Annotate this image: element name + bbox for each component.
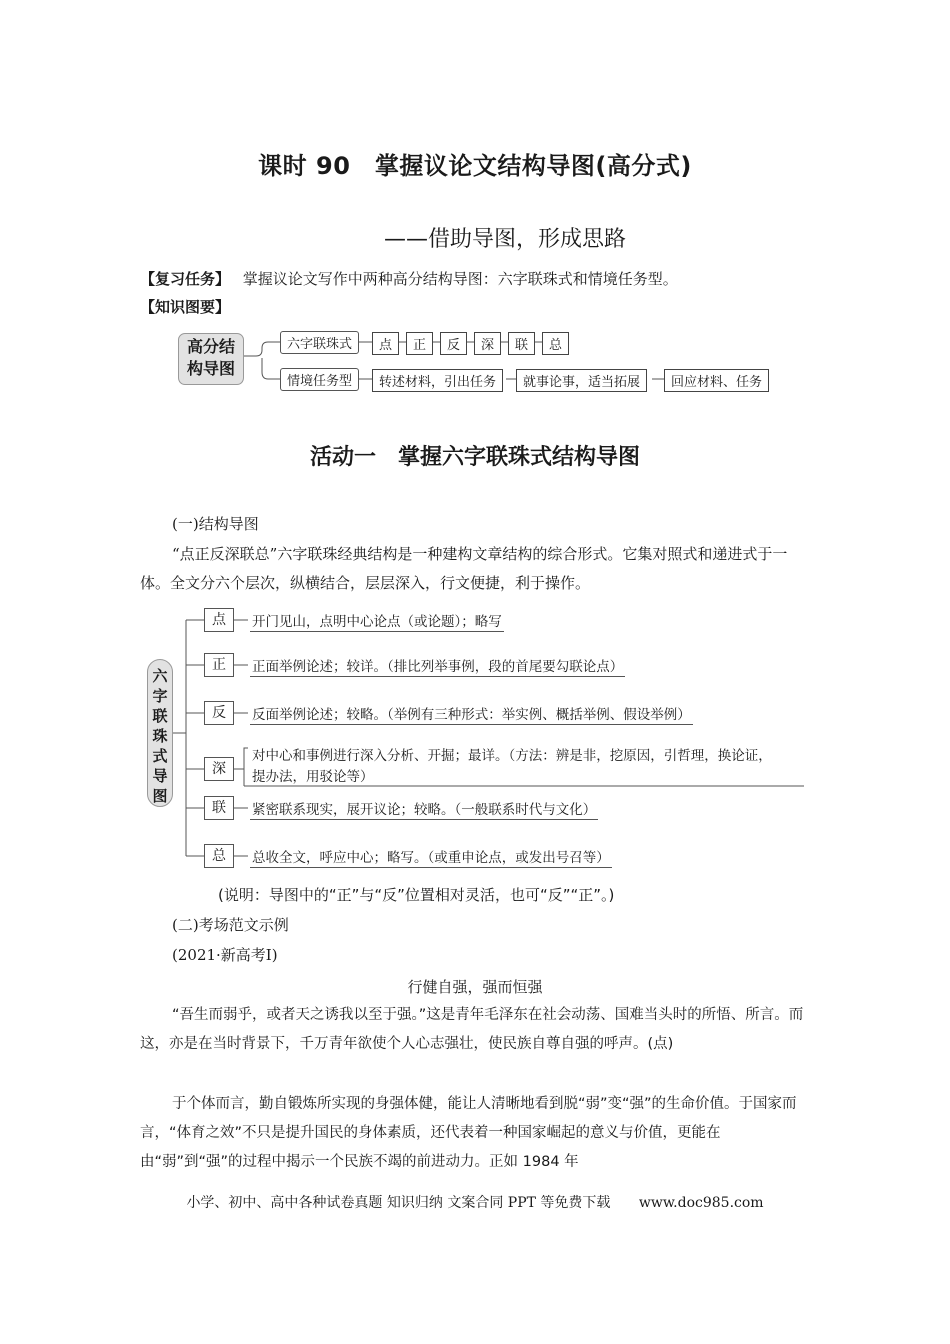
activity-title: 活动一 掌握六字联珠式结构导图 [309, 445, 640, 470]
branch1-item-dian: 点 [372, 332, 399, 355]
footer-left: 小学、初中、高中各种试卷真题 知识归纳 文案合同 PPT 等免费下载 [186, 1195, 611, 1211]
branch2-item-3: 回应材料、任务 [664, 369, 769, 392]
section1-para: “点正反深联总”六字联珠经典结构是一种建构文章结构的综合形式。它集对照式和递进式于一体。全文分六个层次，纵横结合，层层深入，行文便捷，利于操作。 [140, 545, 788, 592]
section2-heading: (二)考场范文示例 [172, 916, 289, 934]
branch-situational: 情境任务型 [280, 368, 359, 391]
desc-fan: 反面举例论述；较略。（举例有三种形式：举实例、概括举例、假设举例） [250, 703, 693, 725]
branch-six-char: 六字联珠式 [280, 331, 359, 354]
six-map-root: 六字联珠式导图 [147, 659, 173, 807]
branch2-item-2: 就事论事，适当拓展 [516, 369, 647, 392]
review-text: 掌握议论文写作中两种高分结构导图：六字联珠式和情境任务型。 [242, 270, 678, 288]
section1-heading: (一)结构导图 [172, 515, 259, 533]
six-map-note: (说明：导图中的“正”与“反”位置相对灵活，也可“反”“正”。) [218, 886, 615, 904]
branch1-item-fan: 反 [440, 332, 467, 355]
branch1-item-lian: 联 [508, 332, 535, 355]
desc-zheng: 正面举例论述；较详。（排比列举事例，段的首尾要勾联论点） [250, 655, 625, 677]
essay-para2: 于个体而言，勤自锻炼所实现的身强体健，能让人清晰地看到脱“弱”变“强”的生命价值。于国家而言，“体育之效”不只是提升国民的身体素质，还代表着一种国家崛起的意义与价值，更能在由“弱”到“强”的过程中揭示一个民族不竭的前进动力。正如 1984 年 [140, 1096, 797, 1170]
desc-shen-line1: 对中心和事例进行深入分析、开掘；最详。（方法：辨是非，挖原因，引哲理，换论证， [252, 748, 772, 764]
node-zheng: 正 [204, 653, 234, 677]
overview-root: 高分结 构导图 [178, 333, 244, 385]
page-subtitle: ——借助导图，形成思路 [384, 227, 627, 252]
node-shen: 深 [204, 757, 234, 781]
review-label: 【复习任务】 [140, 270, 231, 288]
branch1-item-zong: 总 [542, 332, 569, 355]
node-lian: 联 [204, 796, 234, 820]
desc-lian: 紧密联系现实，展开议论；较略。（一般联系时代与文化） [250, 798, 598, 820]
branch1-item-zheng: 正 [406, 332, 433, 355]
essay-title: 行健自强，强而恒强 [407, 978, 543, 996]
page-footer [0, 1192, 950, 1212]
desc-zong: 总收全文，呼应中心；略写。（或重申论点，或发出号召等） [250, 846, 612, 868]
desc-dian: 开门见山，点明中心论点（或论题）；略写 [250, 610, 504, 632]
footer-link[interactable]: www.doc985.com [638, 1195, 764, 1211]
branch2-item-1: 转述材料，引出任务 [372, 369, 503, 392]
page-title: 课时 90 掌握议论文结构导图(高分式) [258, 152, 692, 180]
branch1-item-shen: 深 [474, 332, 501, 355]
desc-shen-line2: 提办法，用驳论等） [252, 769, 374, 785]
essay-para1: “吾生而弱乎，或者天之诱我以至于强。”这是青年毛泽东在社会动荡、国难当头时的所悟、所言。而这，亦是在当时背景下，千万青年欲使个人心志强壮，使民族自尊自强的呼声。(点) [140, 1007, 804, 1052]
node-fan: 反 [204, 701, 234, 725]
node-dian: 点 [204, 608, 234, 632]
knowledge-label: 【知识图要】 [140, 298, 231, 316]
section2-source: (2021·新高考Ⅰ) [172, 946, 278, 964]
node-zong: 总 [204, 844, 234, 868]
